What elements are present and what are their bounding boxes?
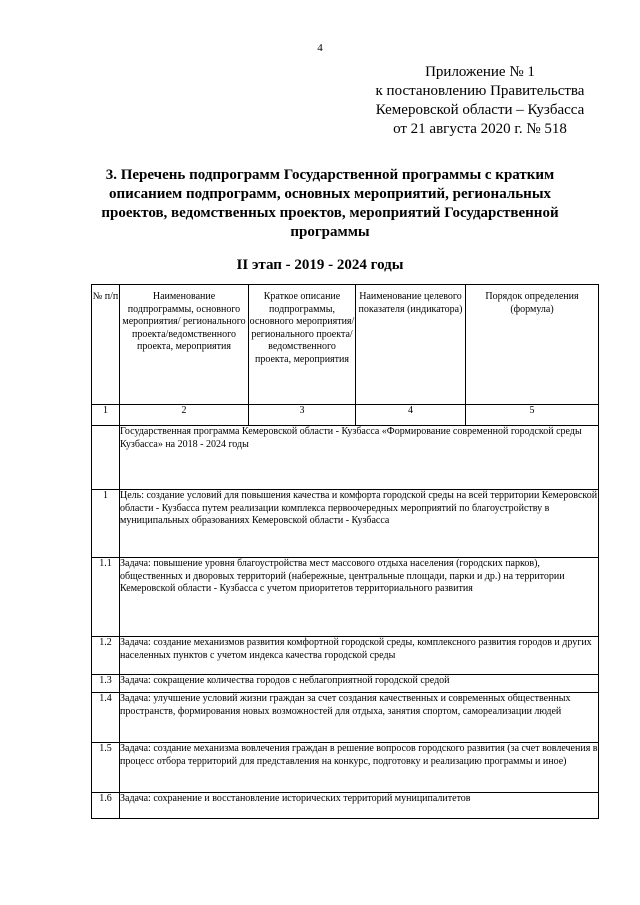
row-number: [92, 426, 120, 490]
table-header-row: [92, 285, 599, 405]
row-text: Государственная программа Кемеровской области - Кузбасса «Формирование современной городской среды Кузбасса» на 2018 - 2024 годы: [120, 426, 599, 490]
header-name: Наименование подпрограммы, основного мероприятия/ регионального проекта/ведомственного проекта, мероприятия: [120, 285, 249, 405]
column-number: 3: [249, 405, 356, 426]
page-number: 4: [317, 42, 323, 54]
row-number: 1.5: [92, 743, 120, 793]
appendix-line-3: Кемеровской области – Кузбасса: [375, 102, 585, 118]
stage-title: II этап - 2019 - 2024 годы: [236, 257, 404, 273]
column-number: 1: [92, 405, 120, 426]
row-text: Задача: создание механизма вовлечения граждан в решение вопросов городского развития (за счет вовлечения в процесс отбора территорий для представления на конкурс, подготовку и реализацию программы и иное): [120, 743, 599, 793]
row-number: 1.2: [92, 637, 120, 675]
row-number: 1.1: [92, 558, 120, 637]
table-row: [92, 637, 599, 675]
table-row: [92, 693, 599, 743]
column-numbers-row: [92, 405, 599, 426]
row-text: Задача: создание механизмов развития комфортной городской среды, комплексного развития городов и других населенных пунктов с учетом индекса качества городской среды: [120, 637, 599, 675]
table-row: [92, 793, 599, 819]
table-row: [92, 743, 599, 793]
appendix-line-1: Приложение № 1: [425, 64, 535, 80]
table-row: [92, 490, 599, 558]
appendix-line-4: от 21 августа 2020 г. № 518: [393, 121, 567, 137]
column-number: 4: [356, 405, 466, 426]
header-number: № п/п: [92, 285, 120, 405]
column-number: 5: [466, 405, 599, 426]
row-number: 1: [92, 490, 120, 558]
row-text: Задача: повышение уровня благоустройства мест массового отдыха населения (городских парков), общественных и дворовых территорий (набережные, центральные площади, парки и др.) на территории Кемеровской области - Кузбасса с учетом приоритетов территориального развития: [120, 558, 599, 637]
row-text: Задача: сокращение количества городов с неблагоприятной городской средой: [120, 675, 599, 693]
row-text: Задача: улучшение условий жизни граждан за счет создания качественных и современных общественных пространств, формирования новых возможностей для отдыха, занятия спортом, самореализации людей: [120, 693, 599, 743]
table-row: [92, 426, 599, 490]
appendix-line-2: к постановлению Правительства: [375, 83, 585, 99]
column-number: 2: [120, 405, 249, 426]
table-row: [92, 558, 599, 637]
section-title: 3. Перечень подпрограмм Государственной программы с кратким описанием подпрограмм, основных мероприятий, региональных проектов, ведомственных проектов, мероприятий Государственной программы: [101, 167, 559, 240]
row-number: 1.3: [92, 675, 120, 693]
row-text: Цель: создание условий для повышения качества и комфорта городской среды на всей территории Кемеровской области - Кузбасса путем реализации комплекса первоочередных мероприятий по благоустройству в муниципальных образованиях Кемеровской области - Кузбасса: [120, 490, 599, 558]
program-table: [91, 284, 599, 819]
appendix-block: [360, 63, 600, 139]
header-description: Краткое описание подпрограммы, основного мероприятия/ регионального проекта/ ведомственного проекта, мероприятия: [249, 285, 356, 405]
row-number: 1.6: [92, 793, 120, 819]
header-formula: Порядок определения (формула): [466, 285, 599, 405]
header-indicator: Наименование целевого показателя (индикатора): [356, 285, 466, 405]
row-number: 1.4: [92, 693, 120, 743]
table-row: [92, 675, 599, 693]
row-text: Задача: сохранение и восстановление исторических территорий муниципалитетов: [120, 793, 599, 819]
